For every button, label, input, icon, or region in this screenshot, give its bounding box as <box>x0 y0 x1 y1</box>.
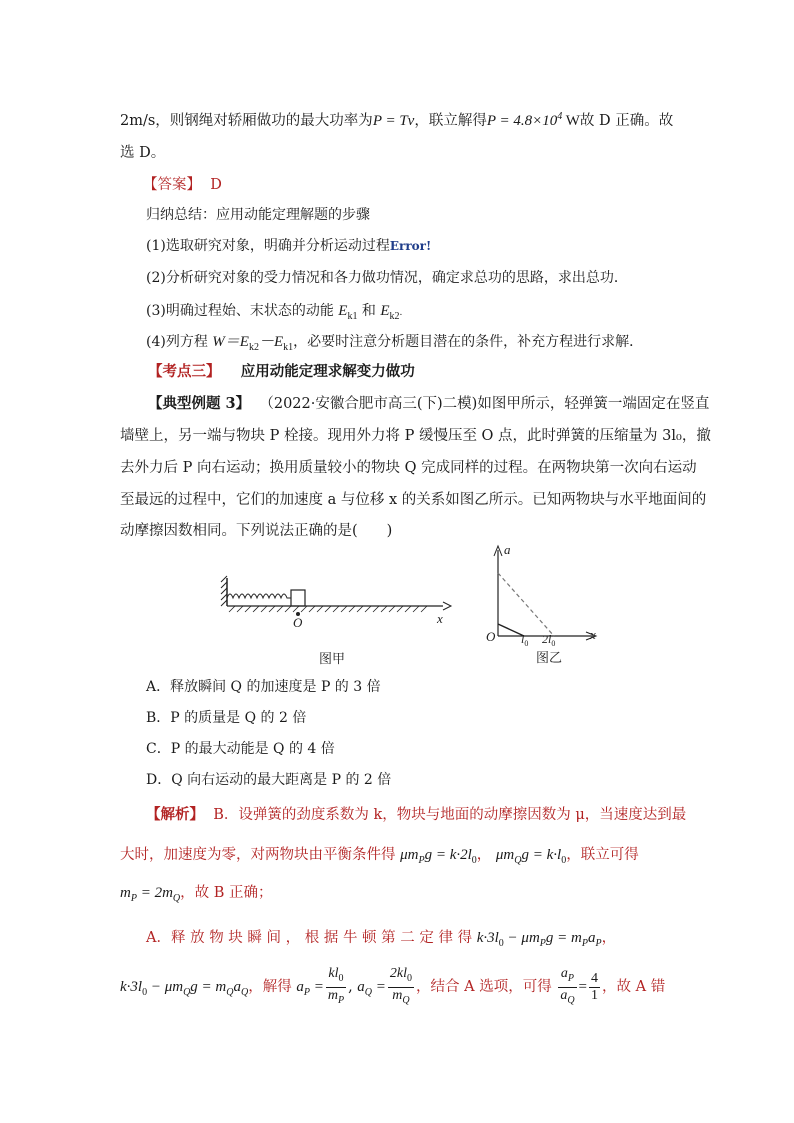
text-segment: ， <box>476 847 492 863</box>
formula-ek2: $E_{k2}$ <box>380 303 400 322</box>
option-b: B．P 的质量是 Q 的 2 倍 <box>146 710 307 726</box>
summary-step-3: (3)明确过程始、末状态的动能 $E_{k1}$ 和 $E_{k2}$. <box>146 303 403 322</box>
formula-balance-p: $\mu m_Pg = k\cdot 2l_0$ <box>400 847 477 866</box>
analysis-line-5: $k\cdot 3l_0 - \mu m_Qg = m_Qa_Q$，解得 $a_P$ = $\frac{kl_0}{m_P}$ , $a_Q$ = $\frac{2kl_0}{m_Q}$ ，结合 A 选项，可得 $\frac{a_P}{a_Q}$ = $\frac{4}{1}$ ，故 A 错 <box>120 962 665 1012</box>
analysis-line-4: A．释 放 物 块 瞬 间 ， 根 据 牛 顿 第 二 定 律 得 $k\cdot 3l_0 - \mu m_Pg = m_Pa_P$， <box>146 930 617 949</box>
text-segment: ，故 A 错 <box>602 979 666 995</box>
analysis-line-3 <box>120 883 273 909</box>
spring <box>227 594 291 598</box>
question-line-1 <box>148 394 709 414</box>
y-axis-label: a <box>504 542 511 557</box>
figure-accel-displacement <box>480 540 610 672</box>
answer-line <box>143 175 222 195</box>
text-segment: 故 D 正确。故 <box>579 113 674 129</box>
origin-label: O <box>486 629 496 644</box>
text-segment: ，解得 <box>248 979 292 995</box>
figure-caption-yi: 图乙 <box>536 650 563 665</box>
text-segment: (4)列方程 <box>146 334 208 350</box>
ground-hatch <box>229 606 427 612</box>
summary-step-2: (2)分析研究对象的受力情况和各力做功情况，确定求总功的思路，求出总功． <box>146 270 628 286</box>
error-text: Error! <box>389 239 432 253</box>
formula-exponent: 4 <box>557 111 563 122</box>
formula-mass-ratio: $m_P = 2m_Q$ <box>120 885 181 904</box>
formula-ap: $a_P$ = <box>296 979 324 998</box>
text-segment: 大时，加速度为零，对两物块由平衡条件得 <box>120 847 396 863</box>
text-segment: （2022·安徽合肥市高三(下)二模)如图甲所示，轻弹簧一端固定在竖直 <box>259 396 710 412</box>
formula-part: P = 4.8×10 <box>486 113 558 129</box>
figure-caption-jia: 图甲 <box>319 651 346 666</box>
analysis-label: 【解析】 <box>146 806 204 823</box>
figure-spring-block <box>215 570 455 670</box>
section-label: 【考点三】 <box>148 363 221 380</box>
fraction-4-1: $\frac{4}{1}$ <box>591 970 599 1003</box>
summary-step-4 <box>146 332 643 358</box>
question-line-5: 动摩擦因数相同。下列说法正确的是( ) <box>120 523 393 539</box>
fraction-2kl0-mq: $\frac{2kl_0}{m_Q}$ <box>389 965 412 1006</box>
formula-ek1: $E_{k1}$ <box>338 303 358 322</box>
answer-value: D <box>210 177 222 193</box>
formula-newton-p: $k\cdot 3l_0 - \mu m_Pg = m_Pa_P$ <box>476 930 602 949</box>
formula-unit: W <box>562 113 580 129</box>
text-segment: 和 <box>361 303 376 319</box>
text-segment: ，联立可得 <box>566 847 639 863</box>
question-line-3: 去外力后 P 向右运动；换用质量较小的物块 Q 完成同样的过程。在两物块第一次向右运动 <box>120 460 697 476</box>
analysis-line-2 <box>120 845 639 871</box>
question-line-4: 至最远的过程中，它们的加速度 a 与位移 x 的关系如图乙所示。已知两物块与水平地面间的 <box>120 492 707 508</box>
formula-p-value <box>487 113 580 129</box>
option-a: A．释放瞬间 Q 的加速度是 P 的 3 倍 <box>146 679 381 695</box>
tick-2l0: $2l_0$ <box>542 632 556 648</box>
option-c: C．P 的最大动能是 Q 的 4 倍 <box>146 741 335 757</box>
text-segment: (3)明确过程始、末状态的动能 <box>146 303 334 319</box>
block-p <box>291 590 305 606</box>
section-title: 应用动能定理求解变力做功 <box>240 363 415 380</box>
frac-num: kl <box>328 965 339 981</box>
frac-num: 2kl <box>389 965 407 981</box>
x-axis-label: x <box>590 627 596 642</box>
formula-balance-q: $\mu m_Qg = k\cdot l_0$ <box>495 847 567 866</box>
text-segment: ，必要时注意分析题目潜在的条件，补充方程进行求解． <box>293 334 644 350</box>
text-segment: ，联立解得 <box>414 113 487 129</box>
tick-l0: $l_0$ <box>521 632 529 648</box>
text-segment: (1)选取研究对象，明确并分析运动过程 <box>146 238 390 254</box>
text-segment: ，故 B 正确； <box>180 885 273 901</box>
section-heading <box>148 362 415 382</box>
formula-p-tv: P = Tv <box>372 113 415 129</box>
answer-label: 【答案】 <box>143 177 201 193</box>
summary-title: 归纳总结：应用动能定理解题的步骤 <box>146 207 370 223</box>
text-segment: B．设弹簧的劲度系数为 k，物块与地面的动摩擦因数为 μ，当速度达到最 <box>213 807 687 823</box>
text-segment: A．释 放 物 块 瞬 间 ， 根 据 牛 顿 第 二 定 律 得 <box>146 930 473 946</box>
origin-label: O <box>293 615 303 630</box>
analysis-line-1 <box>146 805 686 825</box>
option-d: D．Q 向右运动的最大距离是 P 的 2 倍 <box>146 772 392 788</box>
text-segment: ，结合 A 选项，可得 <box>416 979 552 995</box>
formula-newton-q: $k\cdot 3l_0 - \mu m_Qg = m_Qa_Q$ <box>120 979 249 998</box>
question-line-2: 墙壁上，另一端与物块 P 栓接。现用外力将 P 缓慢压至 O 点，此时弹簧的压缩量为 3l₀，撤 <box>120 428 711 444</box>
text-segment: 2m/s，则钢绳对轿厢做功的最大功率为 <box>120 113 373 129</box>
text-line-2: 选 D。 <box>120 145 166 161</box>
formula-aq: $a_Q$ = <box>357 979 386 998</box>
fraction-kl0-mp: $\frac{kl_0}{m_P}$ <box>327 965 345 1006</box>
text-line-1 <box>120 107 673 131</box>
fraction-ap-aq: $\frac{a_P}{a_Q}$ <box>560 965 575 1006</box>
wall-hatch <box>221 576 227 606</box>
x-axis-label: x <box>437 611 443 626</box>
x-arrow <box>443 602 451 610</box>
summary-step-1 <box>146 236 431 256</box>
question-label: 【典型例题 3】 <box>148 395 251 412</box>
formula-work-energy: $W=E_{k2}-E_{k1}$ <box>212 334 294 353</box>
series-q-dashed-line <box>498 573 554 636</box>
